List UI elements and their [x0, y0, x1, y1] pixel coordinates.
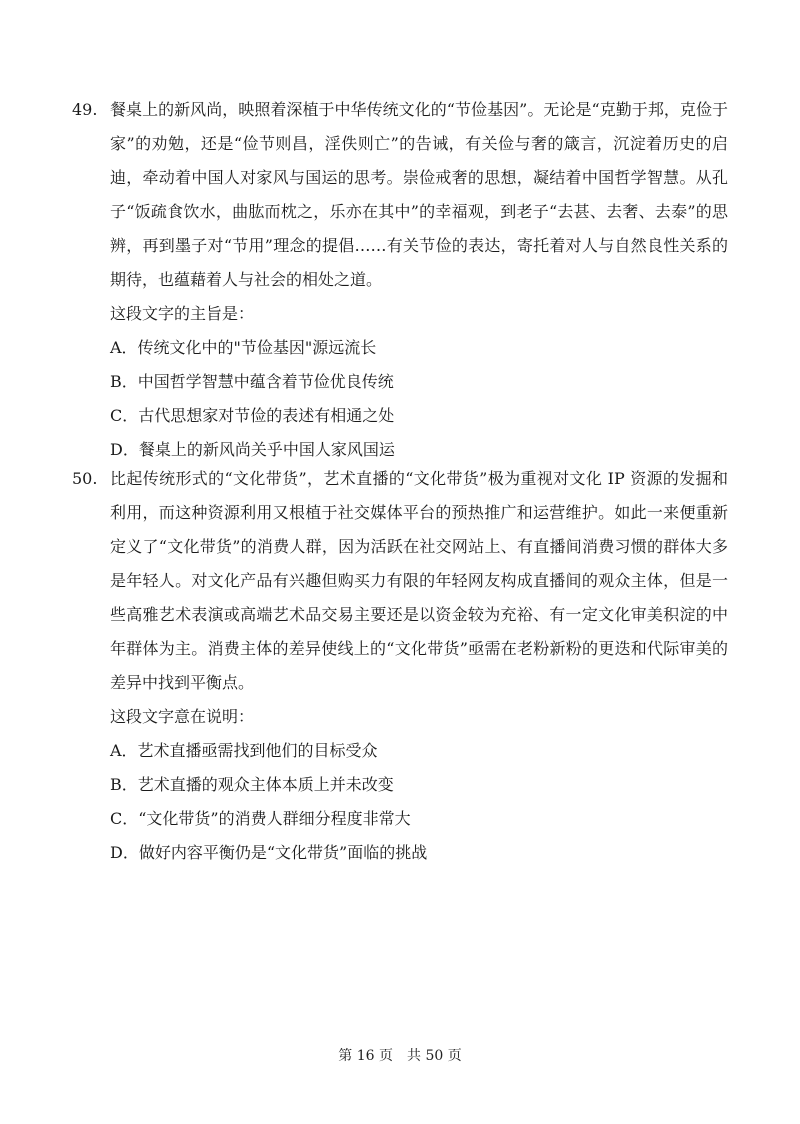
option-b: B．艺术直播的观众主体本质上并未改变 [110, 775, 394, 794]
question-body [110, 93, 728, 467]
question-number: 49. [72, 100, 98, 119]
option-a: A．传统文化中的"节俭基因"源远流长 [110, 338, 377, 357]
page-footer [0, 1046, 800, 1066]
question-number: 50. [72, 469, 98, 488]
question-prompt: 这段文字意在说明： [110, 707, 255, 726]
option-d: D．餐桌上的新风尚关乎中国人家风国运 [110, 440, 395, 459]
option-c: C．古代思想家对节俭的表述有相通之处 [110, 406, 395, 425]
question-50 [72, 462, 728, 870]
page-number-label: 第 16 页 共 50 页 [338, 1048, 462, 1064]
question-stem: 比起传统形式的“文化带货”，艺术直播的“文化带货”极为重视对文化 IP 资源的发掘和利用，而这种资源利用又根植于社交媒体平台的预热推广和运营维护。如此一来便重新定义了“文化带货”的消费人群，因为活跃在社交网站上、有直播间消费习惯的群体大多是年轻人。对文化产品有兴趣但购买力有限的年轻网友构成直播间的观众主体，但是一些高雅艺术表演或高端艺术品交易主要还是以资金较为充裕、有一定文化审美积淀的中年群体为主。消费主体的差异使线上的“文化带货”亟需在老粉新粉的更迭和代际审美的差异中找到平衡点。 [110, 469, 728, 692]
option-c: C．“文化带货”的消费人群细分程度非常大 [110, 809, 411, 828]
option-a: A．艺术直播亟需找到他们的目标受众 [110, 741, 378, 760]
question-stem: 餐桌上的新风尚，映照着深植于中华传统文化的“节俭基因”。无论是“克勤于邦，克俭于家”的劝勉，还是“俭节则昌，淫佚则亡”的告诫，有关俭与奢的箴言，沉淀着历史的启迪，牵动着中国人对家风与国运的思考。崇俭戒奢的思想，凝结着中国哲学智慧。从孔子“饭疏食饮水，曲肱而枕之，乐亦在其中”的幸福观，到老子“去甚、去奢、去泰”的思辨，再到墨子对“节用”理念的提倡……有关节俭的表达，寄托着对人与自然良性关系的期待，也蕴藉着人与社会的相处之道。 [110, 100, 728, 289]
question-body [110, 462, 728, 870]
option-d: D．做好内容平衡仍是“文化带货”面临的挑战 [110, 843, 428, 862]
question-49 [72, 93, 728, 467]
question-prompt: 这段文字的主旨是： [110, 304, 255, 323]
option-b: B．中国哲学智慧中蕴含着节俭优良传统 [110, 372, 394, 391]
